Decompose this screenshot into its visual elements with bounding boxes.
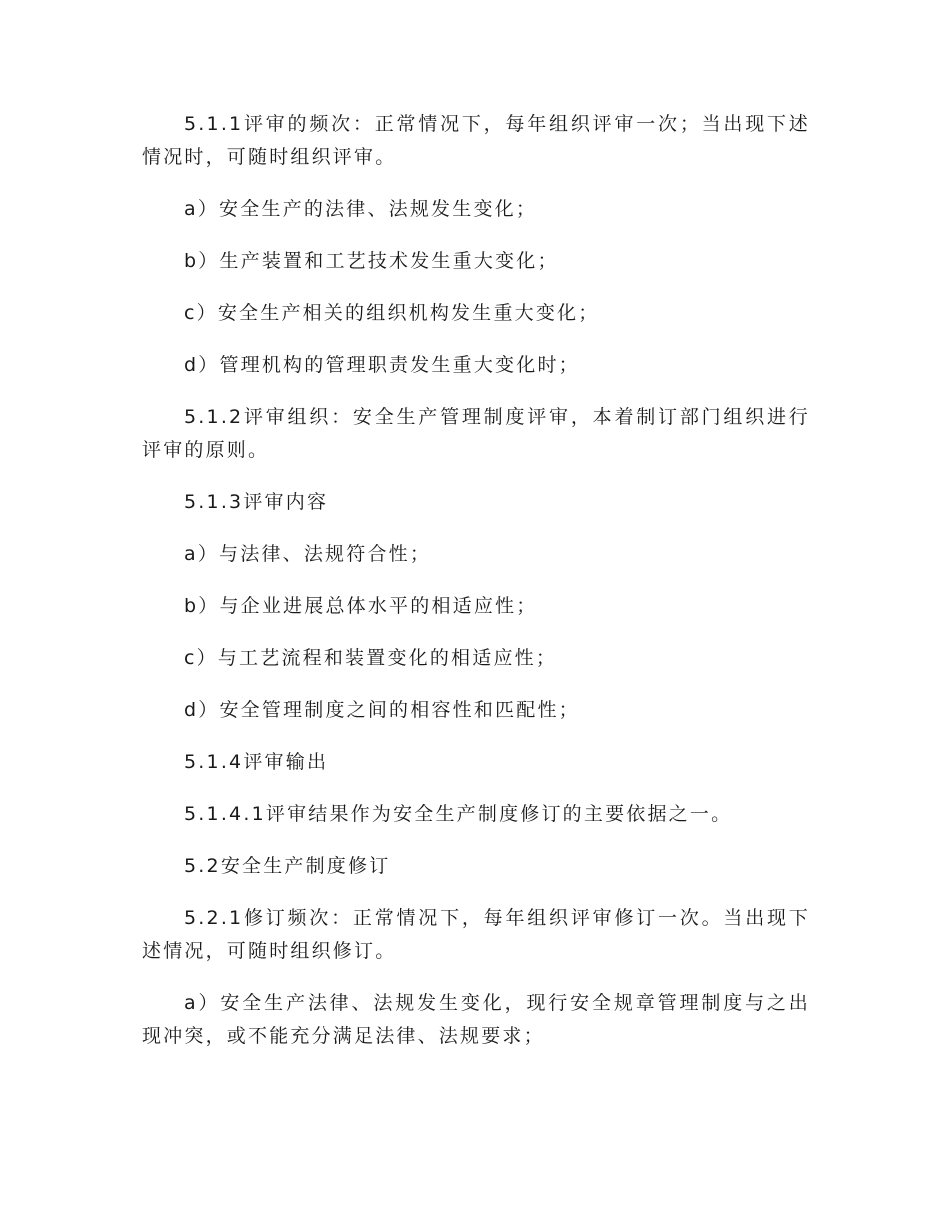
list-item-c-process-fit: c）与工艺流程和装置变化的相适应性； <box>184 647 558 669</box>
heading-5-2: 5.2安全生产制度修订 <box>184 855 391 877</box>
paragraph-5-1-1: 5.1.1评审的频次：正常情况下，每年组织评审一次；当出现下述情况时，可随时组织评审。 <box>142 113 810 168</box>
document-body <box>142 108 810 1072</box>
paragraph-5-1-2: 5.1.2评审组织：安全生产管理制度评审，本着制订部门组织进行评审的原则。 <box>142 406 810 461</box>
heading-5-1-3: 5.1.3评审内容 <box>184 491 329 513</box>
list-item-c-organization-change: c）安全生产相关的组织机构发生重大变化； <box>184 302 600 324</box>
list-item-b-development-fit: b）与企业进展总体水平的相适应性； <box>184 595 538 617</box>
paragraph-5-1-4-1: 5.1.4.1评审结果作为安全生产制度修订的主要依据之一。 <box>184 803 733 825</box>
list-item-d-responsibility-change: d）管理机构的管理职责发生重大变化时； <box>184 354 580 376</box>
list-item-b-equipment-change: b）生产装置和工艺技术发生重大变化； <box>184 250 559 272</box>
heading-5-1-4: 5.1.4评审输出 <box>184 751 329 773</box>
list-item-a-compliance: a）与法律、法规符合性； <box>184 543 432 565</box>
paragraph-5-2-1: 5.2.1修订频次：正常情况下，每年组织评审修订一次。当出现下述情况，可随时组织修订。 <box>142 907 810 962</box>
list-item-a-laws-conflict: a）安全生产法律、法规发生变化，现行安全规章管理制度与之出现冲突，或不能充分满足法律、法规要求； <box>142 992 810 1047</box>
list-item-d-compatibility: d）安全管理制度之间的相容性和匹配性； <box>184 699 580 721</box>
list-item-a-laws-change: a）安全生产的法律、法规发生变化； <box>184 198 538 220</box>
